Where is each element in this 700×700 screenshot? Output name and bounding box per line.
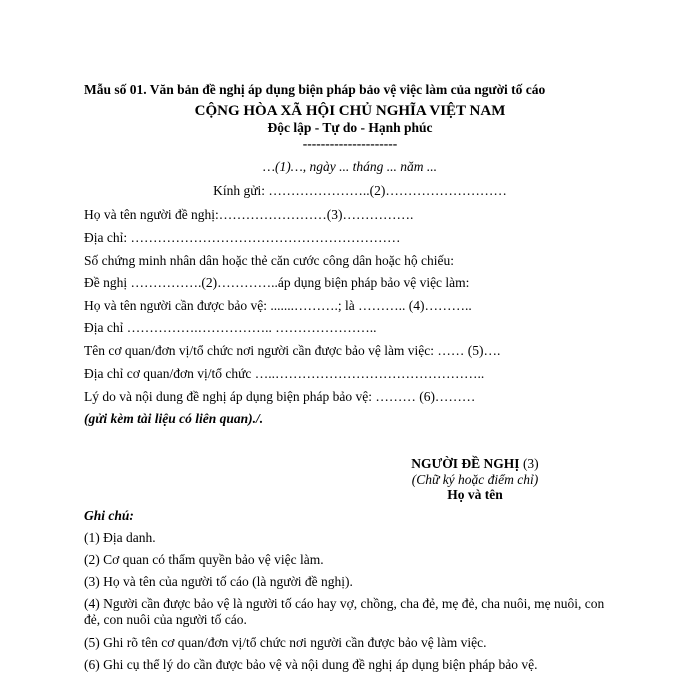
place-date: …(1)…, ngày ... tháng ... năm ... [263,159,437,174]
signature-title-text: NGƯỜI ĐỀ NGHỊ [411,456,520,471]
note-item: (3) Họ và tên của người tố cáo (là người đề nghị). [84,574,353,589]
note-item: (4) Người cần được bảo vệ là người tố cáo hay vợ, chồng, cha đẻ, mẹ đẻ, cha nuôi, mẹ nuôi, con đẻ, con nuôi của người tố cáo. [84,596,605,627]
heading-separator: --------------------- [302,136,398,151]
signer-name-label: Họ và tên [447,487,503,502]
attachment-note: (gửi kèm tài liệu có liên quan)./. [84,411,264,426]
proposer-name-line: Họ và tên người đề nghị:……………………(3)……………. [84,207,414,222]
nation-heading: CỘNG HÒA XÃ HỘI CHỦ NGHĨA VIỆT NAM [194,103,506,119]
form-title: Mẫu số 01. Văn bản đề nghị áp dụng biện pháp bảo vệ việc làm của người tố cáo [84,82,546,97]
workplace-address-line: Địa chỉ cơ quan/đơn vị/tổ chức …..……………………………………….. [84,366,485,381]
signature-title [395,456,555,472]
note-item: (2) Cơ quan có thẩm quyền bảo vệ việc làm. [84,552,324,567]
note-item: (1) Địa danh. [84,530,156,545]
protected-person-line: Họ và tên người cần được bảo vệ: .......……….; là ……….. (4)……….. [84,298,472,313]
notes-heading: Ghi chú: [84,508,134,523]
signature-title-ref: (3) [519,456,539,471]
note-item: (5) Ghi rõ tên cơ quan/đơn vị/tổ chức nơi người cần được bảo vệ làm việc. [84,635,487,650]
workplace-name-line: Tên cơ quan/đơn vị/tổ chức nơi người cần được bảo vệ làm việc: …… (5)…. [84,343,501,358]
address-line: Địa chỉ: …………………………………………………… [84,230,401,245]
signature-instruction: (Chữ ký hoặc điểm chỉ) [411,472,539,487]
protected-address-line: Địa chỉ …………….…………….. ………………….. [84,320,377,335]
reason-line: Lý do và nội dung đề nghị áp dụng biện pháp bảo vệ: ……… (6)……… [84,389,476,404]
note-item: (6) Ghi cụ thể lý do cần được bảo vệ và nội dung đề nghị áp dụng biện pháp bảo vệ. [84,657,538,672]
motto: Độc lập - Tự do - Hạnh phúc [267,120,433,135]
id-number-line: Số chứng minh nhân dân hoặc thẻ căn cước công dân hoặc hộ chiếu: [84,253,455,268]
request-line: Đề nghị …………….(2)…………..áp dụng biện pháp bảo vệ việc làm: [84,275,470,290]
recipient-line: Kính gửi: …………………..(2)……………………… [213,183,507,198]
